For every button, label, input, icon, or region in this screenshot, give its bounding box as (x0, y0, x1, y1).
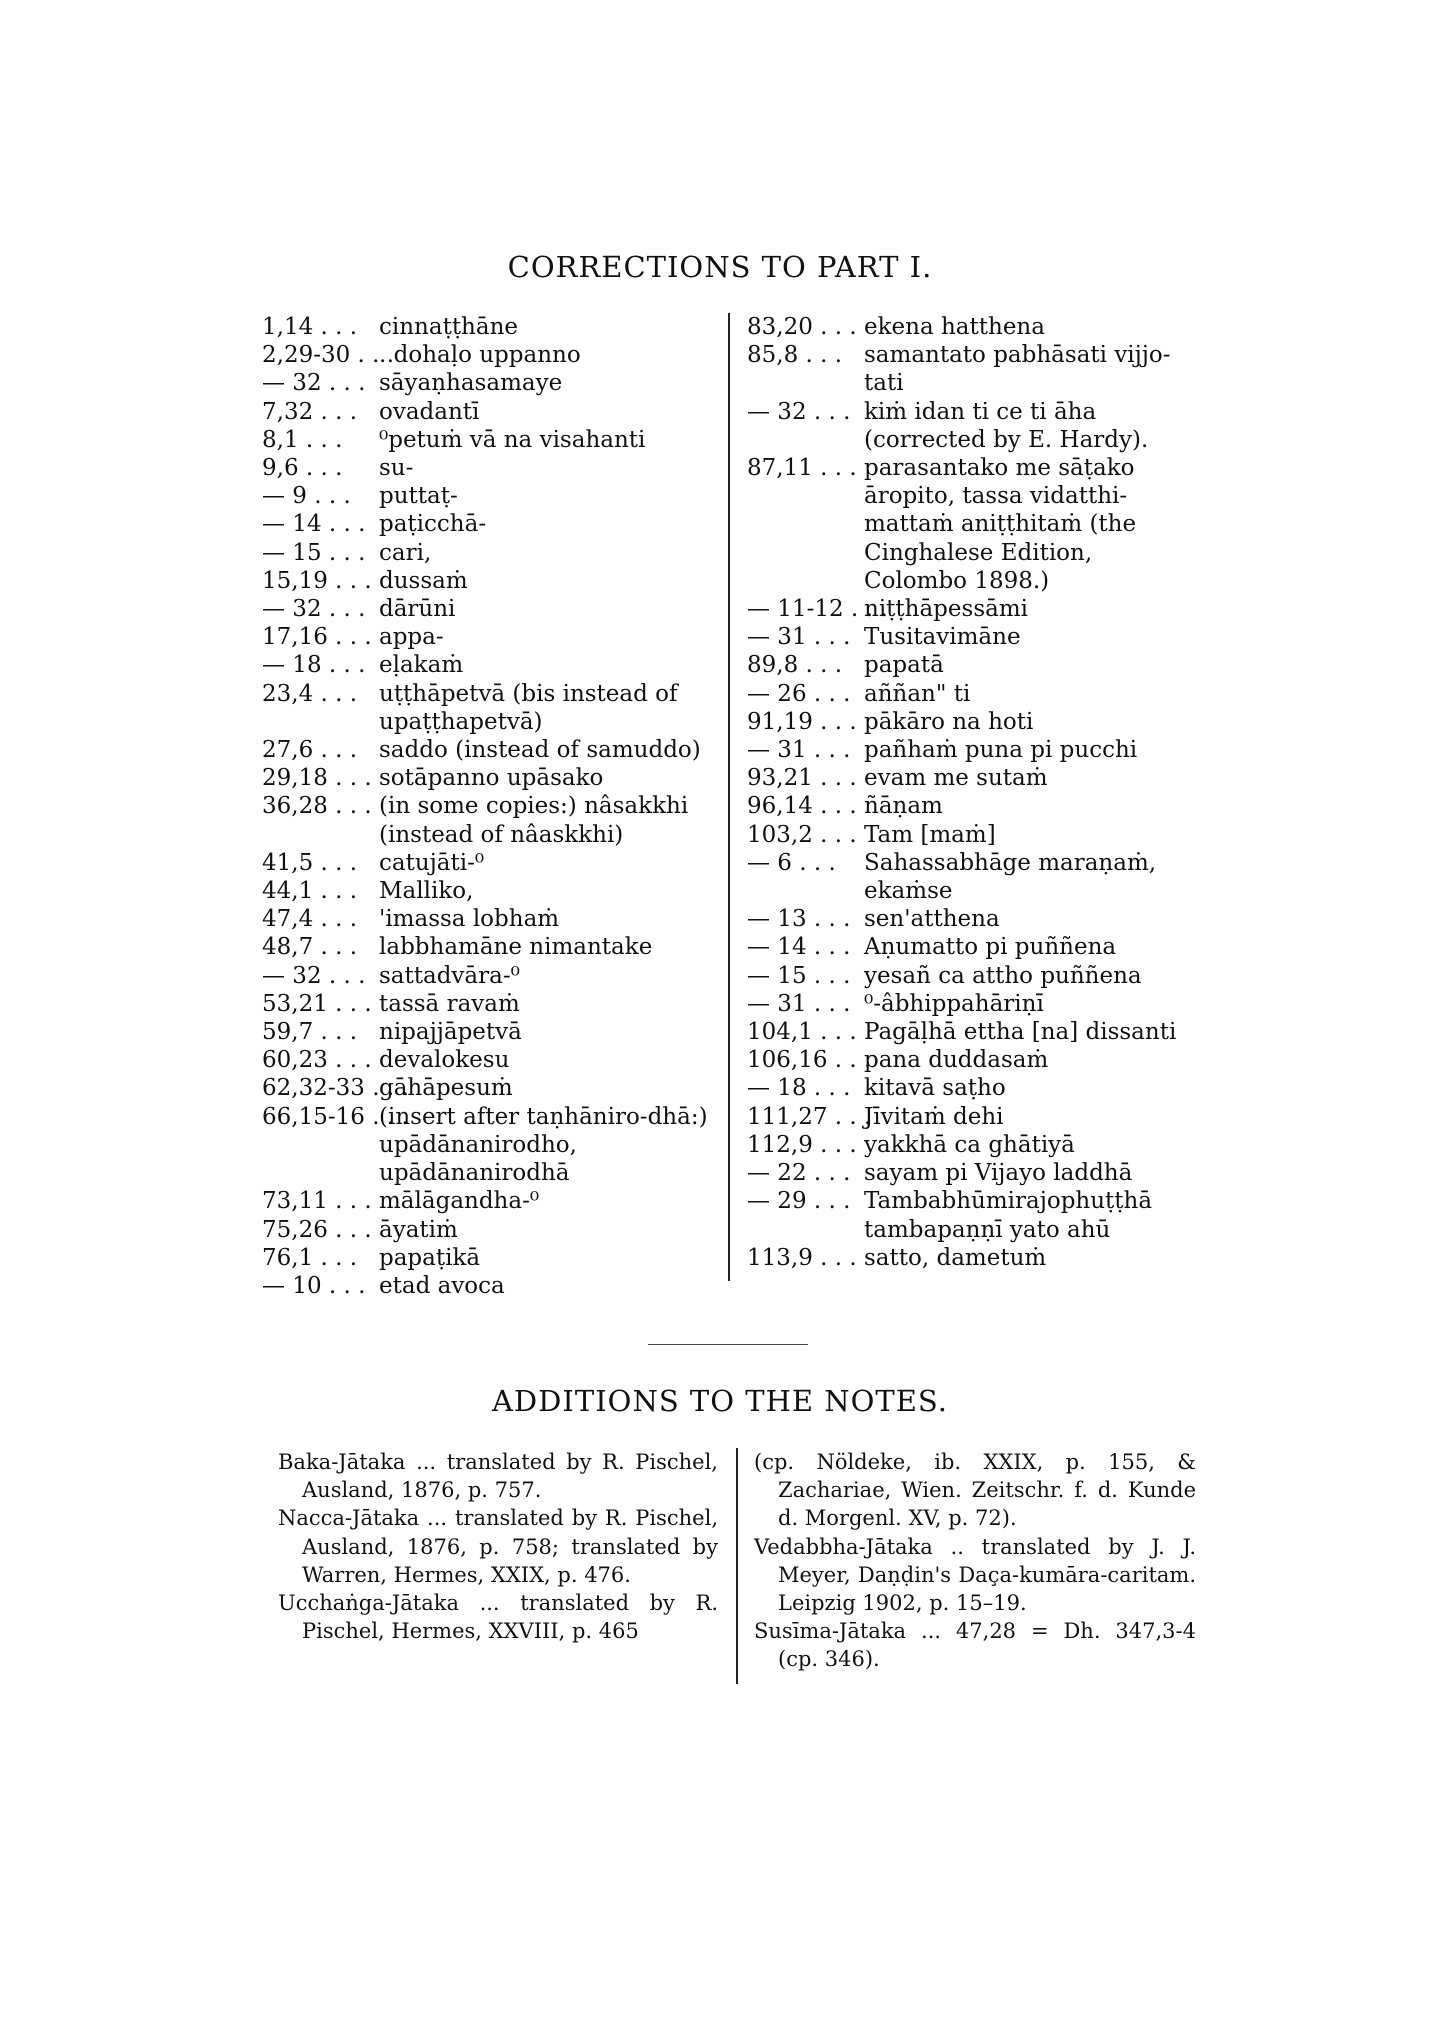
correction-text: eḷakaṁ (379, 652, 464, 679)
correction-ref: 8,1 . . . (262, 426, 343, 453)
correction-text: Jīvitaṁ dehi (864, 1103, 1004, 1130)
correction-text: āyatiṁ (379, 1216, 458, 1243)
correction-entry (262, 905, 720, 933)
correction-text: paṭicchā- (379, 511, 487, 538)
correction-ref: 91,19 . . . (747, 708, 857, 735)
correction-text: devalokesu (379, 1047, 510, 1074)
correction-ref: — 9 . . . (262, 483, 351, 510)
correction-ref: 111,27 . . . (747, 1103, 872, 1130)
correction-ref: 2,29-30 . . . (262, 342, 395, 369)
correction-text: saddo (instead of samuddo) (379, 737, 701, 764)
correction-text: dārūni (379, 596, 456, 623)
correction-ref: 23,4 . . . (262, 680, 358, 707)
correction-entry (747, 623, 1207, 651)
correction-text: catujāti-⁰ (379, 849, 485, 876)
correction-entry (262, 849, 720, 877)
correction-entry (747, 1244, 1207, 1272)
correction-entry (747, 1046, 1207, 1074)
correction-text: Sahassabhāge maraṇaṁ, ekaṁse (864, 849, 1157, 905)
correction-entry (262, 1046, 720, 1074)
correction-ref: 103,2 . . . (747, 821, 857, 848)
correction-ref: 44,1 . . . (262, 878, 358, 905)
correction-text: Malliko, (379, 878, 474, 905)
correction-entry (747, 1131, 1207, 1159)
correction-entry (262, 764, 720, 792)
correction-ref: 66,15-16 . . . (262, 1103, 409, 1130)
correction-entry (262, 369, 720, 397)
correction-text: kiṁ idan ti ce ti āha (corrected by E. Hardy). (864, 398, 1149, 453)
section-divider (648, 1344, 808, 1345)
correction-text: puttaṭ- (379, 483, 458, 510)
correction-entry (747, 651, 1207, 679)
correction-ref: 7,32 . . . (262, 398, 358, 425)
correction-entry (262, 341, 720, 369)
correction-entry (262, 1103, 720, 1188)
correction-text: ovadantī (379, 398, 480, 425)
correction-text: (insert after taṇhāniro-dhā:) upādānanirodho, upādānanirodhā (379, 1103, 708, 1187)
correction-entry (747, 1103, 1207, 1131)
correction-entry (747, 454, 1207, 595)
correction-text: appa- (379, 624, 444, 651)
addition-entry: Ucchaṅga-Jātaka ... translated by R. Pischel, Hermes, XXVIII, p. 465 (278, 1591, 718, 1644)
correction-text: (in some copies:) nâsakkhi (instead of nâaskkhi) (379, 793, 689, 848)
correction-ref: — 10 . . . (262, 1272, 366, 1299)
additions-column-divider (736, 1448, 738, 1684)
correction-text: Aṇumatto pi puññena (864, 934, 1117, 961)
correction-ref: — 14 . . . (747, 934, 851, 961)
correction-entry (747, 1074, 1207, 1102)
addition-entry: Nacca-Jātaka ... translated by R. Pischel, Ausland, 1876, p. 758; translated by Warren, Hermes, XXIX, p. 476. (278, 1506, 718, 1587)
correction-text: papaṭikā (379, 1244, 481, 1271)
correction-entry (262, 623, 720, 651)
correction-ref: 87,11 . . . (747, 455, 857, 482)
correction-text: tassā ravaṁ (379, 990, 520, 1017)
correction-text: parasantako me sāṭako āropito, tassa vidatthi-mattaṁ aniṭṭhitaṁ (the Cinghalese Edition, Colombo 1898.) (864, 455, 1137, 594)
correction-ref: 36,28 . . . (262, 793, 372, 820)
correction-text: etad avoca (379, 1272, 505, 1299)
correction-ref: — 31 . . . (747, 990, 851, 1017)
correction-ref: 96,14 . . . (747, 793, 857, 820)
correction-entry (747, 1159, 1207, 1187)
correction-text: pana duddasaṁ (864, 1047, 1049, 1074)
correction-text: satto, dametuṁ (864, 1244, 1047, 1271)
correction-ref: — 14 . . . (262, 511, 366, 538)
additions-title: ADDITIONS TO THE NOTES. (491, 1384, 948, 1418)
correction-entry (262, 736, 720, 764)
correction-ref: — 11-12 . . . (747, 596, 888, 623)
correction-text: pañhaṁ puna pi pucchi (864, 737, 1138, 764)
correction-text: pākāro na hoti (864, 708, 1034, 735)
correction-entry (262, 1074, 720, 1102)
corrections-title: CORRECTIONS TO PART I. (507, 250, 933, 284)
correction-entry (262, 454, 720, 482)
correction-entry (262, 990, 720, 1018)
correction-ref: — 18 . . . (262, 652, 366, 679)
correction-entry (747, 398, 1207, 454)
correction-entry (747, 680, 1207, 708)
correction-ref: 62,32-33 . . . (262, 1075, 409, 1102)
correction-ref: — 6 . . . (747, 849, 836, 876)
correction-entry (262, 313, 720, 341)
column-divider (728, 313, 730, 1281)
correction-entry (262, 539, 720, 567)
correction-text: papatā (864, 652, 944, 679)
correction-ref: 27,6 . . . (262, 737, 358, 764)
correction-text: yakkhā ca ghātiyā (864, 1131, 1075, 1158)
correction-entry (262, 426, 720, 454)
correction-entry (262, 1272, 720, 1300)
addition-entry: Susīma-Jātaka ... 47,28 = Dh. 347,3-4 (cp. 346). (754, 1619, 1196, 1672)
correction-entry (262, 510, 720, 538)
correction-entry (747, 764, 1207, 792)
correction-text: ekena hatthena (864, 314, 1045, 340)
correction-entry (747, 933, 1207, 961)
correction-ref: 112,9 . . . (747, 1131, 857, 1158)
correction-ref: 15,19 . . . (262, 567, 372, 594)
correction-entry (262, 1244, 720, 1272)
correction-ref: 60,23 . . . (262, 1047, 372, 1074)
correction-text: sāyaṇhasamaye (379, 370, 563, 397)
correction-ref: — 32 . . . (262, 962, 366, 989)
correction-ref: 83,20 . . . (747, 314, 857, 340)
correction-ref: — 32 . . . (747, 398, 851, 425)
correction-entry (747, 849, 1207, 905)
correction-ref: 85,8 . . . (747, 342, 843, 369)
correction-ref: — 31 . . . (747, 737, 851, 764)
addition-entry: Vedabbha-Jātaka .. translated by J. J. Meyer, Daṇḍin's Daça-kumāra-caritam. Leipzig 1902, p. 15–19. (754, 1534, 1196, 1616)
correction-entry (747, 708, 1207, 736)
correction-ref: 113,9 . . . (747, 1244, 857, 1271)
correction-text: Tambabhūmirajophuṭṭhā tambapaṇṇī yato ahū (864, 1188, 1153, 1243)
correction-ref: 75,26 . . . (262, 1216, 372, 1243)
correction-ref: 48,7 . . . (262, 934, 358, 961)
correction-entry (747, 1187, 1207, 1243)
correction-entry (262, 482, 720, 510)
correction-entry (262, 877, 720, 905)
correction-entry (747, 1018, 1207, 1046)
correction-entry (747, 595, 1207, 623)
correction-entry (747, 792, 1207, 820)
correction-ref: 47,4 . . . (262, 906, 358, 933)
correction-ref: 29,18 . . . (262, 765, 372, 792)
correction-text: niṭṭhāpessāmi (864, 596, 1028, 623)
correction-entry (262, 651, 720, 679)
correction-entry (262, 792, 720, 848)
correction-entry (747, 990, 1207, 1018)
correction-ref: 53,21 . . . (262, 990, 372, 1017)
correction-text: ⁰petuṁ vā na visahanti (379, 426, 646, 453)
correction-text: cinnaṭṭhāne (379, 314, 519, 340)
addition-entry: Baka-Jātaka ... translated by R. Pischel, Ausland, 1876, p. 757. (278, 1450, 718, 1503)
correction-entry (262, 567, 720, 595)
correction-text: Pagāḷhā ettha [na] dissanti (864, 1019, 1177, 1046)
correction-ref: 106,16 . . . (747, 1047, 872, 1074)
correction-text: sotāpanno upāsako (379, 765, 604, 792)
correction-text: gāhāpesuṁ (379, 1075, 513, 1102)
correction-ref: 9,6 . . . (262, 455, 343, 482)
correction-text: aññan" ti (864, 680, 971, 707)
correction-text: cari, (379, 539, 432, 566)
correction-text: Tam [maṁ] (864, 821, 996, 848)
correction-ref: 17,16 . . . (262, 624, 372, 651)
correction-ref: — 18 . . . (747, 1075, 851, 1102)
correction-ref: — 13 . . . (747, 906, 851, 933)
correction-ref: 59,7 . . . (262, 1019, 358, 1046)
correction-entry (262, 1018, 720, 1046)
correction-text: ñāṇam (864, 793, 943, 820)
correction-ref: — 15 . . . (262, 539, 366, 566)
correction-text: dussaṁ (379, 567, 468, 594)
correction-ref: — 15 . . . (747, 962, 851, 989)
correction-ref: 104,1 . . . (747, 1019, 857, 1046)
correction-entry (262, 680, 720, 736)
correction-text: Tusitavimāne (864, 624, 1021, 651)
correction-text: su- (379, 455, 414, 482)
additions-left-column (278, 1448, 718, 1645)
correction-entry (262, 1216, 720, 1244)
correction-entry (747, 341, 1207, 397)
correction-entry (747, 905, 1207, 933)
correction-text: . dohaḷo uppanno (379, 342, 581, 369)
correction-ref: — 29 . . . (747, 1188, 851, 1215)
correction-text: sen'atthena (864, 906, 1000, 933)
correction-text: yesañ ca attho puññena (864, 962, 1142, 989)
correction-text: labbhamāne nimantake (379, 934, 653, 961)
correction-text: 'imassa lobhaṁ (379, 906, 560, 933)
correction-text: samantato pabhāsati vijjo-tati (864, 342, 1171, 397)
correction-text: ⁰-âbhippahāriṇī (864, 990, 1044, 1017)
correction-text: uṭṭhāpetvā (bis instead of upaṭṭhapetvā) (379, 680, 678, 735)
correction-entry (262, 1187, 720, 1215)
correction-entry (262, 595, 720, 623)
correction-text: sayam pi Vijayo laddhā (864, 1160, 1133, 1187)
additions-right-column (754, 1448, 1196, 1674)
correction-ref: — 32 . . . (262, 596, 366, 623)
correction-text: kitavā saṭho (864, 1075, 1006, 1102)
correction-entry (747, 962, 1207, 990)
correction-entry (262, 933, 720, 961)
correction-ref: — 32 . . . (262, 370, 366, 397)
correction-ref: 89,8 . . . (747, 652, 843, 679)
correction-ref: 1,14 . . . (262, 314, 358, 340)
correction-text: mālāgandha-⁰ (379, 1188, 540, 1215)
correction-entry (747, 821, 1207, 849)
correction-entry (262, 398, 720, 426)
correction-ref: 73,11 . . . (262, 1188, 372, 1215)
correction-entry (747, 736, 1207, 764)
correction-ref: 41,5 . . . (262, 849, 358, 876)
correction-entry (262, 962, 720, 990)
addition-entry: (cp. Nöldeke, ib. XXIX, p. 155, & Zachariae, Wien. Zeitschr. f. d. Kunde d. Morgenl. XV, p. 72). (754, 1450, 1196, 1531)
correction-ref: 93,21 . . . (747, 765, 857, 792)
correction-text: nipajjāpetvā (379, 1019, 522, 1046)
correction-text: sattadvāra-⁰ (379, 962, 520, 989)
correction-text: evam me sutaṁ (864, 765, 1048, 792)
correction-ref: — 31 . . . (747, 624, 851, 651)
correction-ref: — 22 . . . (747, 1160, 851, 1187)
correction-entry (747, 313, 1207, 341)
correction-ref: 76,1 . . . (262, 1244, 358, 1271)
correction-ref: — 26 . . . (747, 680, 851, 707)
corrections-right-column (747, 313, 1207, 1272)
corrections-left-column (262, 313, 720, 1300)
